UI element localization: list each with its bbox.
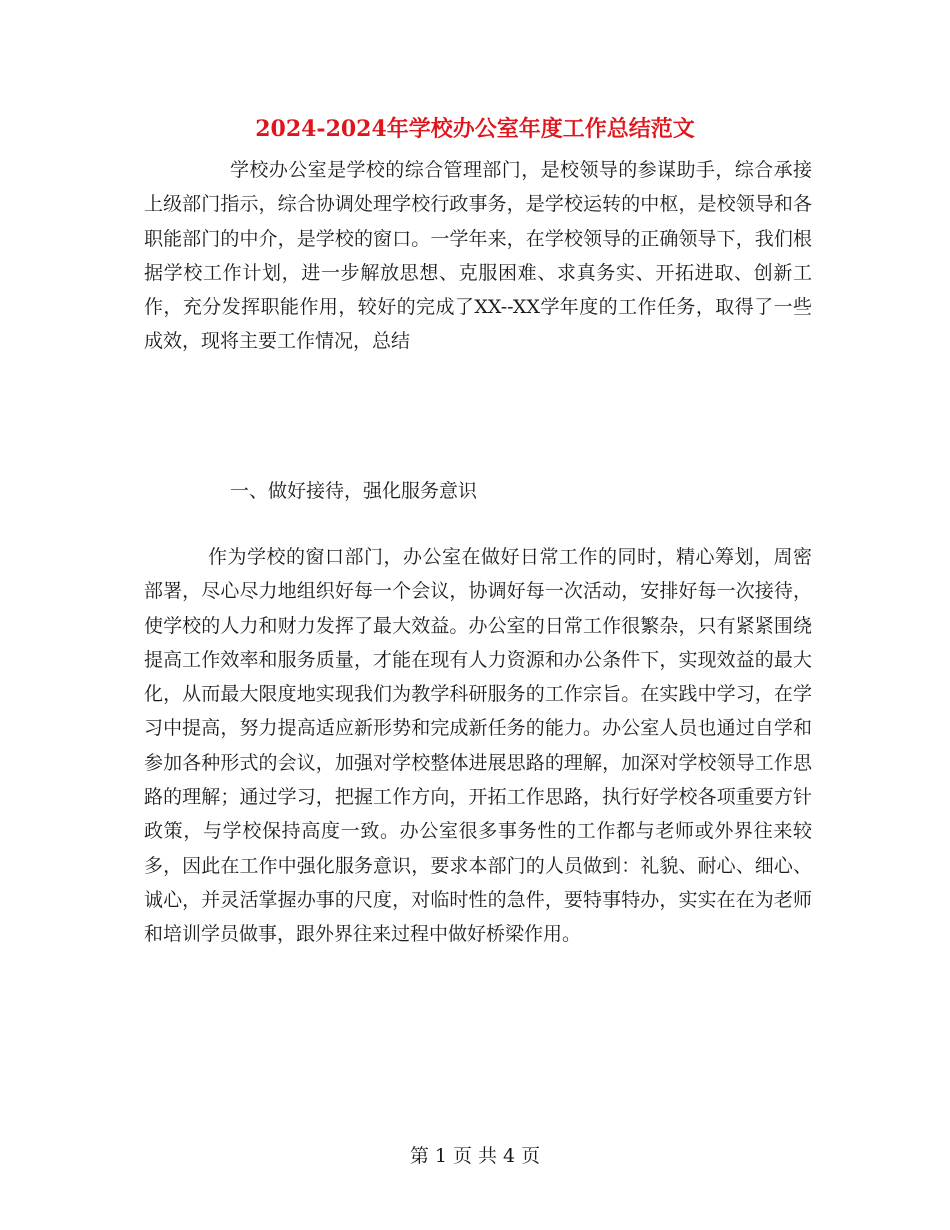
intro-paragraph: 学校办公室是学校的综合管理部门，是校领导的参谋助手，综合承接上级部门指示，综合协调处理学校行政事务，是学校运转的中枢，是校领导和各职能部门的中介，是学校的窗口。一学年来，在学校领导的正确领导下，我们根据学校工作计划，进一步解放思想、克服困难、求真务实、开拓进取、创新工作，充分发挥职能作用，较好的完成了XX--XX学年度的工作任务，取得了一些成效，现将主要工作情况，总结 [144, 159, 812, 353]
section-paragraph: 作为学校的窗口部门，办公室在做好日常工作的同时，精心筹划，周密部署，尽心尽力地组织好每一个会议，协调好每一次活动，安排好每一次接待，使学校的人力和财力发挥了最大效益。办公室的日常工作很繁杂，只有紧紧围绕提高工作效率和服务质量，才能在现有人力资源和办公条件下，实现效益的最大化，从而最大限度地实现我们为教学科研服务的工作宗旨。在实践中学习，在学习中提高，努力提高适应新形势和完成新任务的能力。办公室人员也通过自学和参加各种形式的会议，加强对学校整体进展思路的理解，加深对学校领导工作思路的理解；通过学习，把握工作方向，开拓工作思路，执行好学校各项重要方针政策，与学校保持高度一致。办公室很多事务性的工作都与老师或外界往来较多，因此在工作中强化服务意识，要求本部门的人员做到：礼貌、耐心、细心、诚心，并灵活掌握办事的尺度，对临时性的急件，要特事特办，实实在在为老师和培训学员做事，跟外界往来过程中做好桥梁作用。 [144, 546, 812, 946]
document-title: 2024-2024年学校办公室年度工作总结范文 [255, 116, 695, 142]
section-heading: 一、做好接待，强化服务意识 [230, 480, 478, 502]
page-footer: 第 1 页 共 4 页 [409, 1145, 541, 1167]
